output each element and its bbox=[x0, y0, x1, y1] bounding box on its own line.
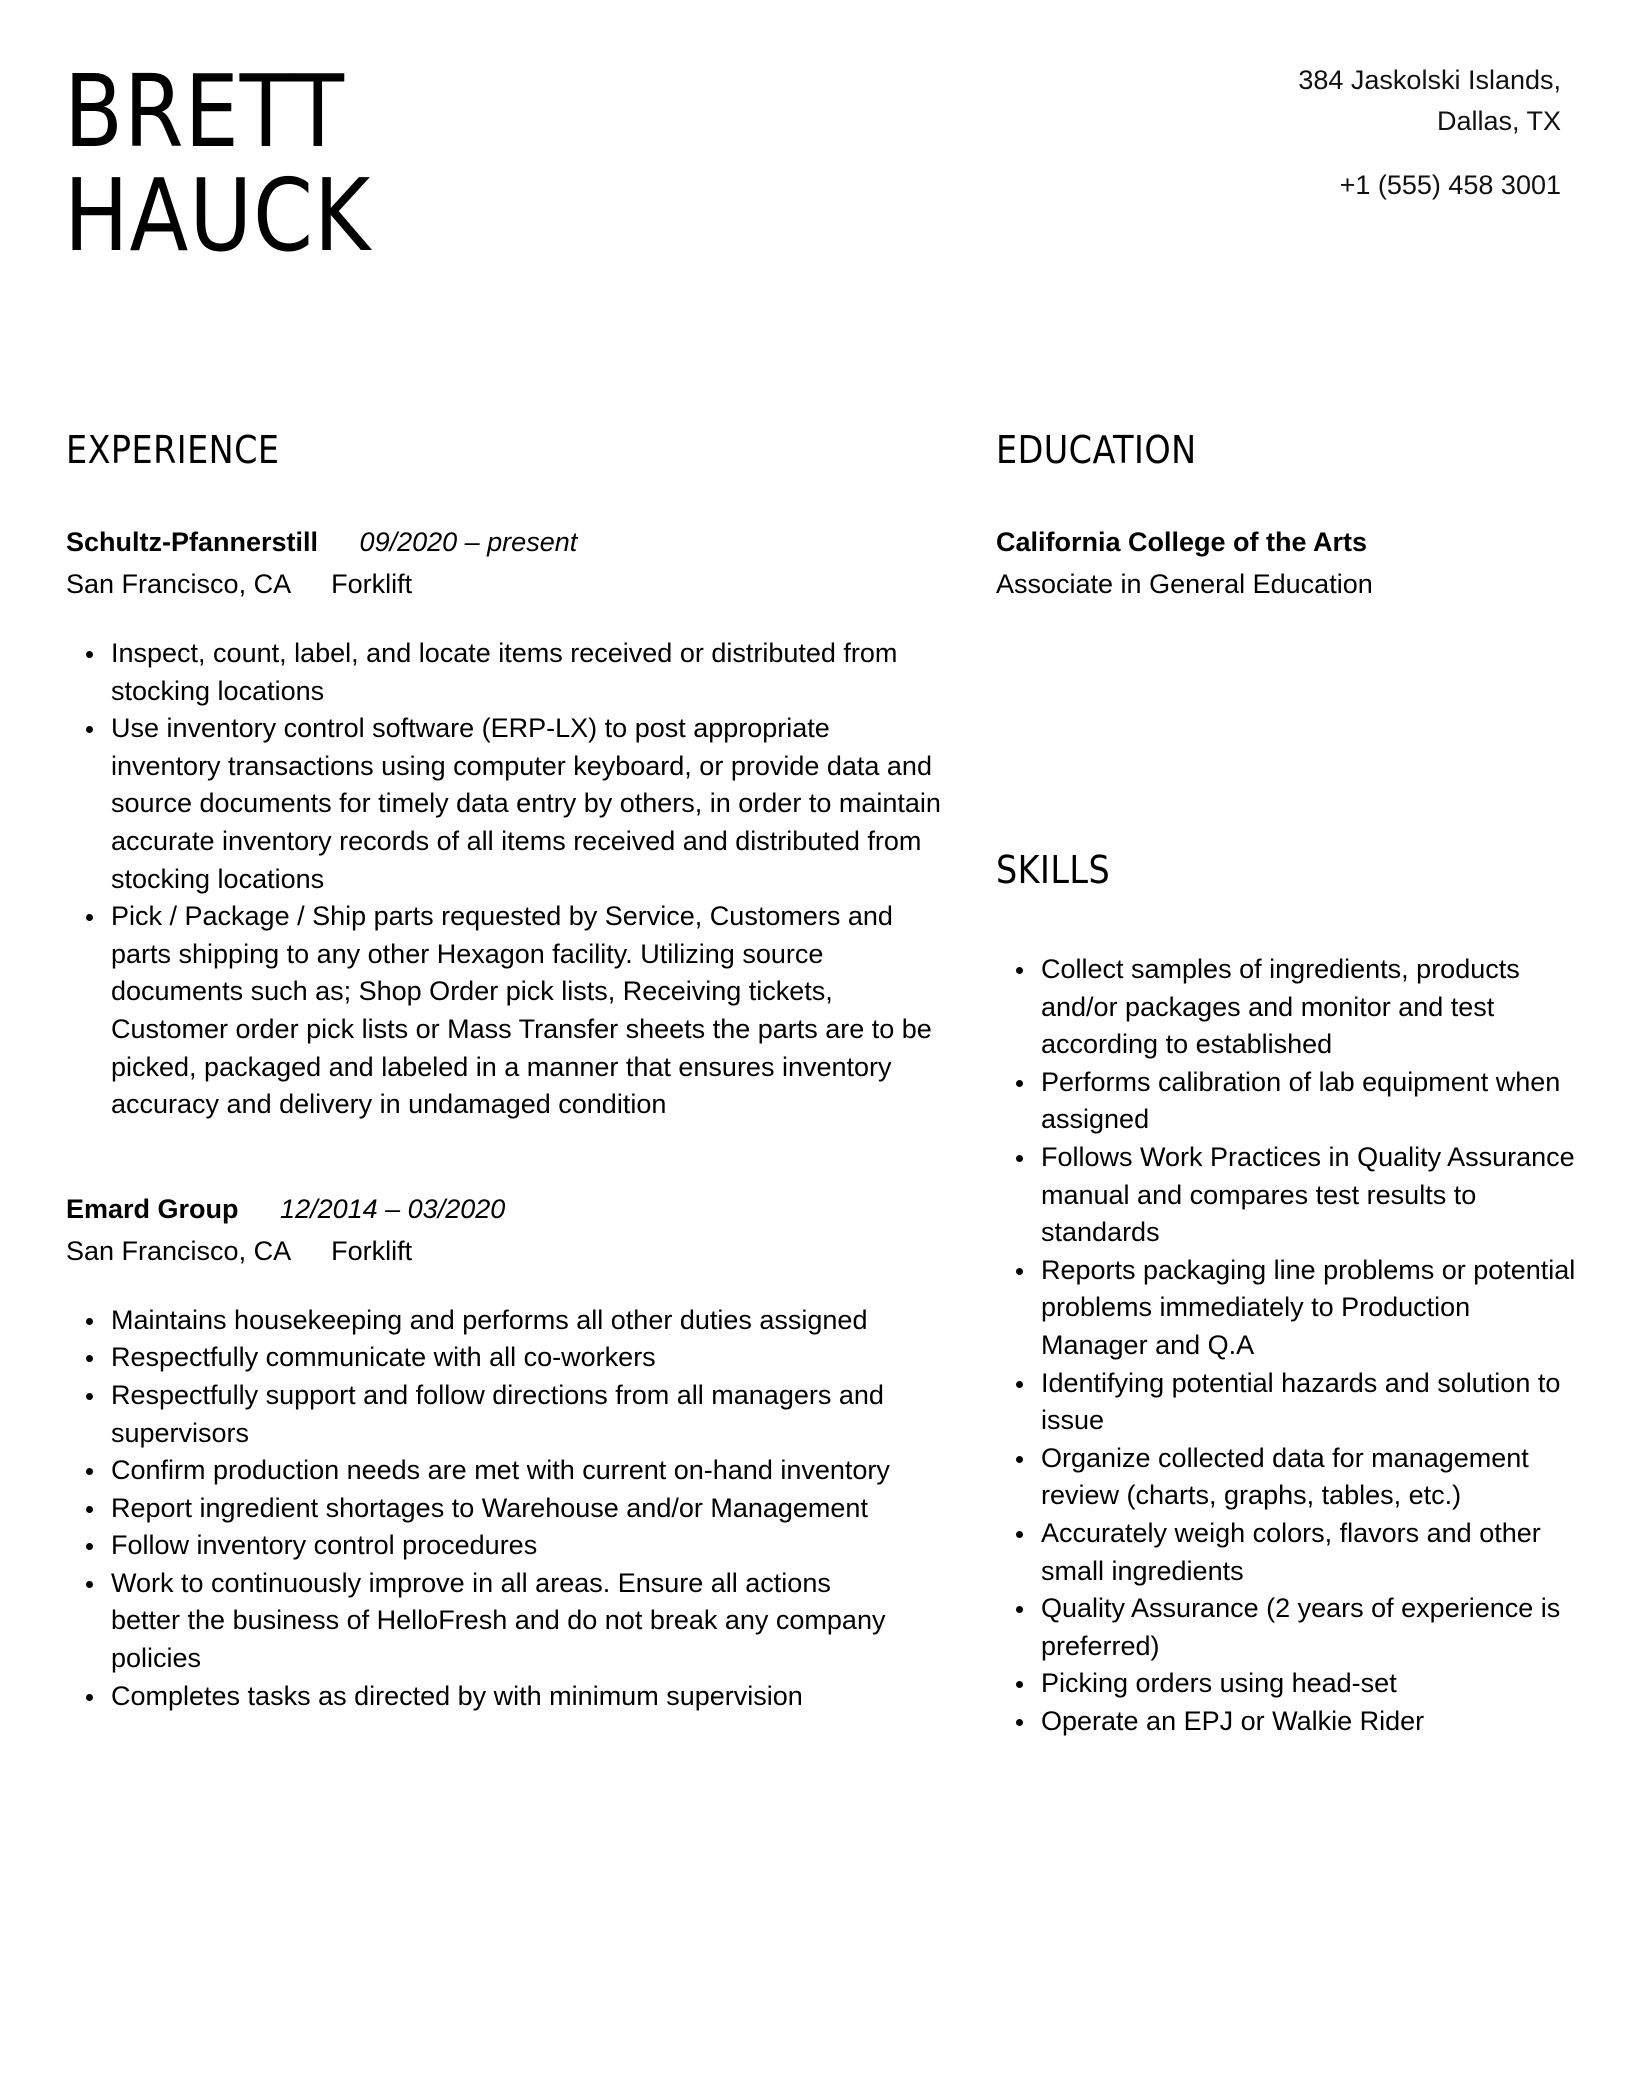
phone-number: +1 (555) 458 3001 bbox=[1339, 170, 1561, 200]
bullet-item: Work to continuously improve in all areas. Ensure all actions better the business of HelloFresh and do not break any company policies bbox=[66, 1565, 906, 1678]
job-dates: 09/2020 – present bbox=[359, 527, 578, 557]
contact-block bbox=[1298, 60, 1561, 206]
bullet-item: Maintains housekeeping and performs all other duties assigned bbox=[66, 1302, 906, 1340]
education-entry bbox=[996, 521, 1596, 605]
experience-section bbox=[66, 425, 946, 1715]
skill-item: Collect samples of ingredients, products and/or packages and monitor and test according to established bbox=[996, 951, 1576, 1064]
skills-section bbox=[996, 845, 1596, 1740]
bullet-item: Follow inventory control procedures bbox=[66, 1527, 906, 1565]
school-name: California College of the Arts bbox=[996, 527, 1368, 557]
skill-item: Reports packaging line problems or potential problems immediately to Production Manager and Q.A bbox=[996, 1252, 1576, 1365]
company-name: Emard Group bbox=[66, 1193, 239, 1224]
name-last: HAUCK bbox=[64, 157, 372, 274]
bullet-item: Confirm production needs are met with current on-hand inventory bbox=[66, 1452, 906, 1490]
skill-item: Follows Work Practices in Quality Assurance manual and compares test results to standards bbox=[996, 1139, 1576, 1252]
name-first: BRETT bbox=[64, 53, 345, 170]
degree: Associate in General Education bbox=[996, 569, 1373, 599]
bullet-item: Inspect, count, label, and locate items received or distributed from stocking locations bbox=[66, 635, 946, 710]
job-meta bbox=[66, 1230, 946, 1272]
address-line-1: 384 Jaskolski Islands, bbox=[1298, 65, 1561, 95]
skill-item: Performs calibration of lab equipment when assigned bbox=[996, 1064, 1576, 1139]
skill-item: Organize collected data for management review (charts, graphs, tables, etc.) bbox=[996, 1440, 1576, 1515]
skills-heading: SKILLS bbox=[996, 848, 1111, 892]
bullet-item: Completes tasks as directed by with minimum supervision bbox=[66, 1678, 906, 1716]
job-bullets bbox=[66, 635, 946, 1124]
job-bullets bbox=[66, 1302, 906, 1716]
job-dates: 12/2014 – 03/2020 bbox=[280, 1193, 506, 1224]
skill-item: Picking orders using head-set bbox=[996, 1665, 1576, 1703]
job-role: Forklift bbox=[331, 569, 413, 599]
company-name: Schultz-Pfannerstill bbox=[66, 527, 319, 557]
job-header bbox=[66, 521, 946, 563]
job-role: Forklift bbox=[331, 1235, 413, 1266]
education-heading: EDUCATION bbox=[996, 428, 1197, 472]
experience-heading: EXPERIENCE bbox=[66, 428, 280, 472]
skill-item: Quality Assurance (2 years of experience is preferred) bbox=[996, 1590, 1576, 1665]
job-location: San Francisco, CA bbox=[66, 569, 290, 599]
job-location: San Francisco, CA bbox=[66, 1235, 290, 1266]
candidate-name bbox=[64, 53, 372, 274]
job-entry bbox=[66, 521, 946, 1124]
skills-list bbox=[996, 951, 1576, 1740]
job-meta bbox=[66, 563, 946, 605]
skill-item: Accurately weigh colors, flavors and other small ingredients bbox=[996, 1515, 1576, 1590]
skill-item: Operate an EPJ or Walkie Rider bbox=[996, 1703, 1576, 1741]
job-entry bbox=[66, 1188, 946, 1716]
bullet-item: Respectfully communicate with all co-workers bbox=[66, 1339, 906, 1377]
bullet-item: Pick / Package / Ship parts requested by Service, Customers and parts shipping to any other Hexagon facility. Utilizing source documents such as; Shop Order pick lists, Receiving tickets, Customer order pick lists or Mass Transfer sheets the parts are to be picked, packaged and labeled in a manner that ensures inventory accuracy and delivery in undamaged condition bbox=[66, 898, 946, 1124]
education-section bbox=[996, 425, 1596, 605]
bullet-item: Respectfully support and follow directions from all managers and supervisors bbox=[66, 1377, 906, 1452]
bullet-item: Use inventory control software (ERP-LX) to post appropriate inventory transactions using computer keyboard, or provide data and source documents for timely data entry by others, in order to maintain accurate inventory records of all items received and distributed from stocking locations bbox=[66, 710, 946, 898]
job-header bbox=[66, 1188, 946, 1230]
bullet-item: Report ingredient shortages to Warehouse and/or Management bbox=[66, 1490, 906, 1528]
skill-item: Identifying potential hazards and solution to issue bbox=[996, 1365, 1576, 1440]
address-line-2: Dallas, TX bbox=[1436, 106, 1561, 136]
right-column bbox=[996, 425, 1596, 1740]
